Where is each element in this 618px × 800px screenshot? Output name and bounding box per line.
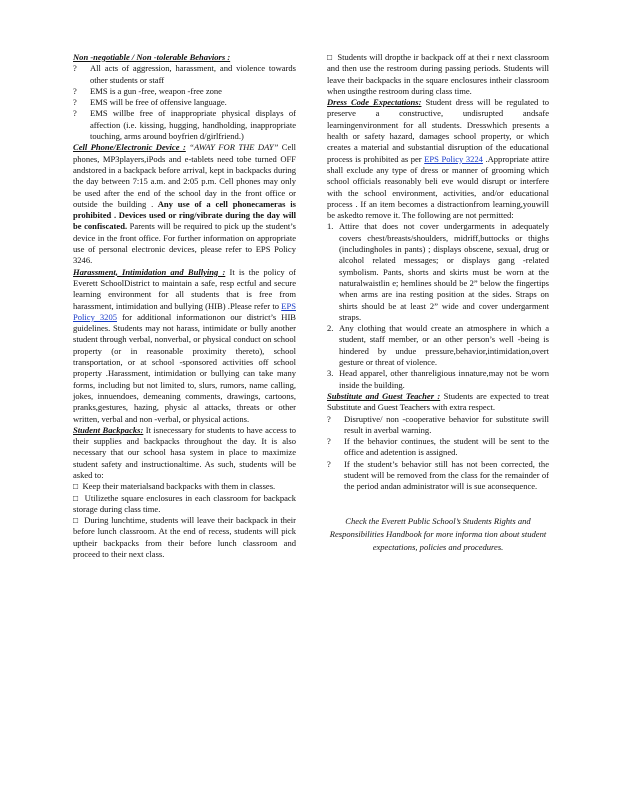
bullet-marker: ?	[73, 97, 77, 108]
cell-phone-heading: Cell Phone/Electronic Device :	[73, 142, 186, 153]
harassment-paragraph: Harassment, Intimidation and Bullying : It is the policy of Everett SchoolDistrict to maintain a safe, resp ectful and secure learning environment for all students that is free from harassment, intimidation and bullying (HIB) .Please refer to EPS Policy 3205 for additional informationon our district’s HIB guidelines. Students may not harass, intimidate or bully another student through verbal, nonverbal, or physical conduct on school property (or in reasonable proximity thereto), school transportation, or at school -sponsored activities off school property .Harassment, intimidation or bullying can take many forms, including but not limited to, slurs, rumors, name calling, jokes, innuendoes, demeaning comments, drawings, cartoons, pranks,gestures, hazing, physic al attacks, threats or other written, verbal and non -verbal, or physical actions.	[73, 266, 297, 424]
dress-code-paragraph: Dress Code Expectations: Student dress will be regulated to preserve a constructive, undisrupted andsafe learningenvironment for all students. Dresswhich presents a health or safety hazard, damages school property, or which creates a material and substantial disruption of the educational process is prohibited as per EPS Policy 3224 .Appropriate attire shall exclude any type of dress or manner of grooming which school officials reasonably beli eve would disrupt or interfere with the school environment, activities, and/or educational process . If an item becomes a distractionfrom learning,youwill be askedto remove it. The following are not permitted:	[327, 97, 549, 221]
backpacks-paragraph: Student Backpacks: It isnecessary for students to have access to their supplies and backpacks throughout the day. It is also necessary that our school hasa system in place to maximize student safety and instructionaltime. As such, students will be asked to:	[73, 424, 296, 480]
list-item: ? If the behavior continues, the student will be sent to the office and adetention is assigned.	[327, 436, 549, 458]
list-item: 3. Head apparel, other thanreligious innature,may not be worn inside the building.	[327, 368, 549, 390]
nonneg-heading: Non -negotiable / Non -tolerable Behaviors :	[73, 52, 231, 62]
closing-note: Check the Everett Public School’s Students Rights and Responsibilities Handbook for more informa tion about student expectations, policies and procedures.	[329, 515, 547, 552]
square-marker: □	[73, 515, 79, 526]
eps-policy-3224-link[interactable]: EPS Policy 3224	[424, 153, 483, 164]
square-marker: □	[73, 492, 79, 503]
dress-code-heading: Dress Code Expectations:	[327, 97, 422, 108]
cell-phone-paragraph: Cell Phone/Electronic Device : “AWAY FOR THE DAY” Cell phones, MP3players,iPods and e-tablets need tobe turned OFF andstored in a backpack before arrival, kept in backpacks during the day between 7:15 a.m. and 2:05 p.m. Cell phones may only be used after the end of the school day in the front office or outside the building . Any use of a cell phonecameras is prohibited . Devices used or ring/vibrate during the day will be confiscated. Parents will be required to pick up the student’s device in the front office. For further information on appropriate use of personal electronic devices, please refer to EPS Policy 3246.	[73, 142, 297, 266]
list-item: 2. Any clothing that would create an atmosphere in which a student, staff member, or an other person’s well -being is hindered by undue pressure,behavior,intimidation,overt gesture or threat of violence.	[327, 323, 549, 368]
list-item: □ Keep their materialsand backpacks with them in classes.	[73, 481, 276, 492]
list-item: ? EMS is a gun -free, weapon -free zone	[73, 85, 222, 96]
list-item: □ Utilizethe square enclosures in each classroom for backpack storage during class time.	[73, 492, 297, 514]
bullet-marker: ?	[327, 458, 331, 469]
left-column	[73, 52, 296, 560]
list-item: ? If the student’s behavior still has not been corrected, the student will be removed from the class for the remainder of the period andan administrator will is sue aconsequence.	[327, 458, 549, 492]
list-item: 1. Attire that does not cover undergarments in adequately covers chest/breasts/shoulders, midriff,buttocks or thighs (includingholes in pants) ; displays obscene, sexual, drug or alcohol related messages; or displays gang -related symbolism. Pants, shorts and skirts must be worn at the naturalwaistlin e; hemlines should be 2” below the fingertips when arms are ina resting position at the sides. Straps on shirts should be at least 2” wide and cover undergarment straps.	[327, 221, 549, 322]
eps-policy-3205-link[interactable]: EPS Policy 3205	[73, 300, 296, 322]
list-item: ? EMS will be free of offensive language.	[73, 97, 227, 108]
bullet-marker: ?	[73, 85, 77, 96]
nonneg-list	[73, 63, 296, 142]
list-item: ? Disruptive/ non -cooperative behavior for substitute swill result in averbal warning.	[327, 413, 549, 435]
bullet-marker: ?	[327, 413, 331, 424]
square-marker: □	[327, 52, 333, 62]
cell-phone-quote: “AWAY FOR THE DAY”	[189, 142, 279, 153]
bullet-marker: ?	[73, 108, 77, 119]
list-item: □ Students will dropthe ir backpack off at thei r next classroom and then use the restroom during passing periods. Students will leave their backpacks in the square enclosures intheir classroom when usingthe restroom during class time.	[327, 52, 550, 96]
square-marker: □	[73, 481, 79, 492]
right-column	[327, 52, 549, 554]
backpacks-heading: Student Backpacks:	[73, 424, 144, 435]
list-item: ? EMS willbe free of inappropriate physical displays of affection (i.e. kissing, hugging, handholding, inappropriate touching, arms around boyfrien d/girlfriend.)	[73, 108, 296, 142]
bullet-marker: ?	[327, 436, 331, 447]
list-item: ? All acts of aggression, harassment, and violence towards other students or staff	[73, 63, 296, 85]
substitute-heading: Substitute and Guest Teacher :	[327, 390, 441, 401]
list-item: □ During lunchtime, students will leave their backpack in their before lunch classroom. At the end of recess, students will pick uptheir backpacks from their before lunch classroom and proceed to their next class.	[73, 515, 296, 560]
bullet-marker: ?	[73, 63, 77, 74]
harassment-heading: Harassment, Intimidation and Bullying :	[73, 266, 226, 277]
substitute-paragraph: Substitute and Guest Teacher : Students are expected to treat Substitute and Guest Teachers with extra respect.	[327, 390, 549, 413]
